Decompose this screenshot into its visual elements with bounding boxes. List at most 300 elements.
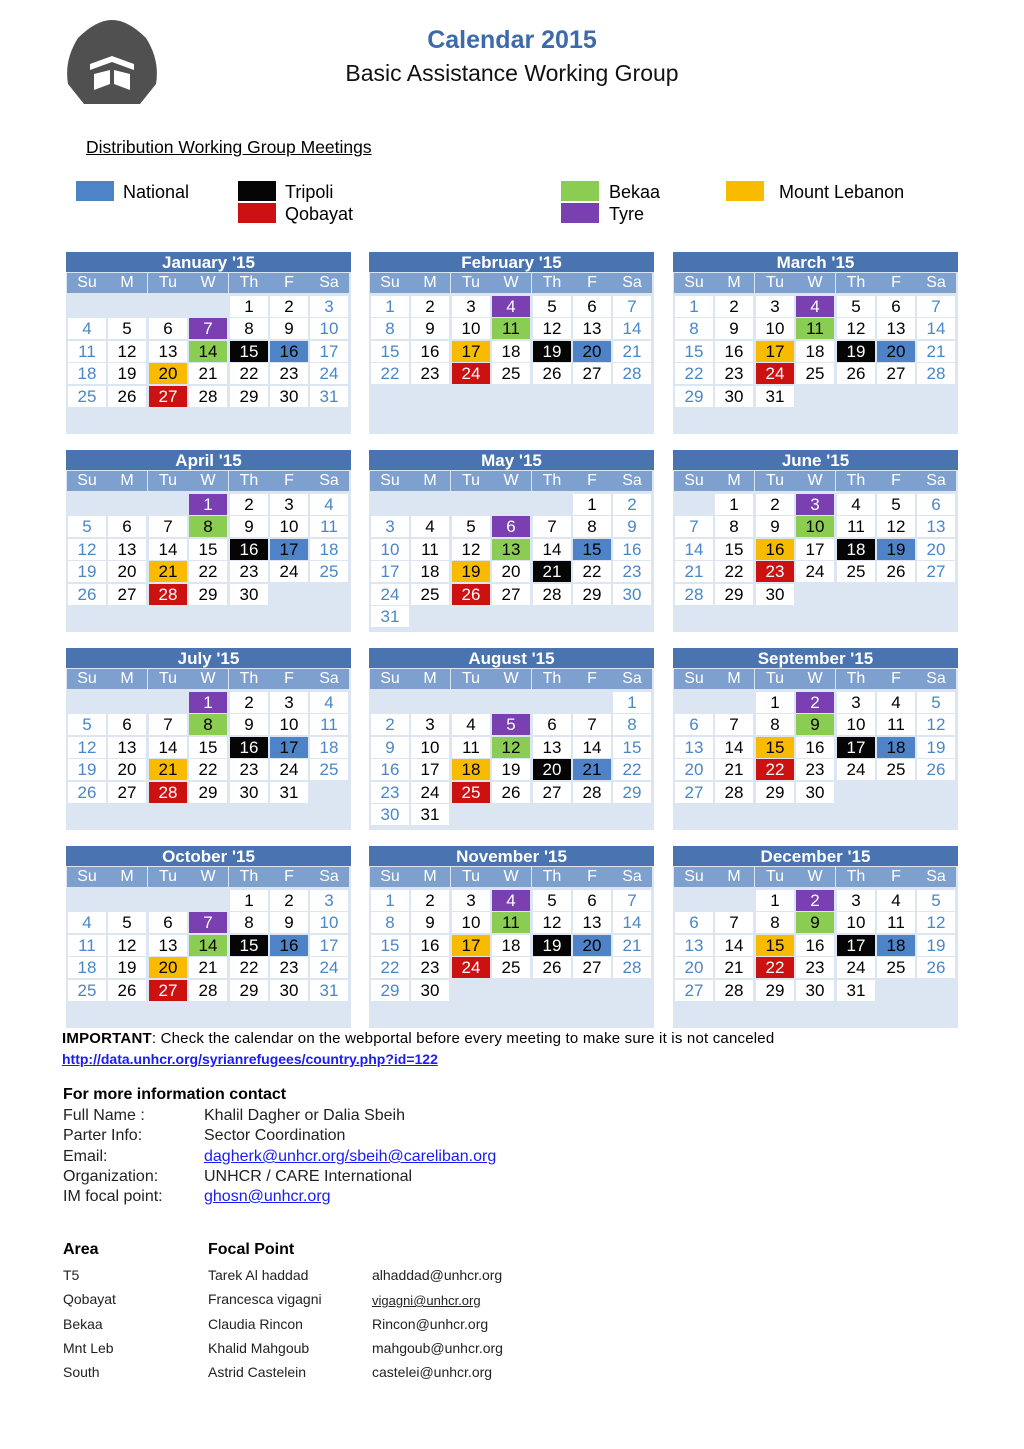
focal-point-header: Focal Point (208, 1241, 295, 1258)
contact-email-link[interactable]: dagherk@unhcr.org/sbeih@careliban.org (204, 1148, 497, 1165)
calendar-day: 17 (310, 935, 348, 956)
calendar-day: 27 (108, 782, 146, 803)
calendar-day: 30 (756, 584, 794, 605)
calendar-day: 18 (492, 935, 530, 956)
calendar-day: 10 (452, 318, 490, 339)
calendar-day: 6 (573, 296, 611, 317)
calendar-day: 17 (371, 561, 409, 582)
calendar-day: 2 (270, 890, 308, 911)
weekday-header: Th (836, 471, 876, 491)
calendar-day: 15 (189, 737, 227, 758)
calendar-day: 9 (371, 737, 409, 758)
calendar-day: 8 (371, 318, 409, 339)
weekday-header: M (714, 471, 754, 491)
legend-swatch-tripoli (238, 181, 276, 201)
calendar-day: 29 (675, 386, 713, 407)
important-notice (62, 1030, 774, 1047)
calendar-day: 2 (230, 692, 268, 713)
legend-swatch-tyre (561, 203, 599, 223)
legend-swatch-national (76, 181, 114, 201)
calendar-day: 11 (837, 516, 875, 537)
calendar-day: 24 (837, 759, 875, 780)
calendar-day: 30 (715, 386, 753, 407)
calendar-day: 2 (613, 494, 651, 515)
weekday-header: Su (370, 669, 410, 689)
meeting-day-national: 17 (270, 539, 308, 560)
calendar-day: 15 (371, 341, 409, 362)
calendar-day: 12 (837, 318, 875, 339)
weekday-header: Sa (612, 867, 652, 887)
calendar-day: 30 (613, 584, 651, 605)
calendar-day: 8 (715, 516, 753, 537)
calendar-day: 31 (310, 386, 348, 407)
weekday-header: Th (229, 471, 269, 491)
calendar-day: 5 (877, 494, 915, 515)
calendar-day: 12 (917, 912, 955, 933)
calendar-day: 14 (675, 539, 713, 560)
meeting-day-mtleb: 17 (452, 341, 490, 362)
calendar-day: 31 (837, 980, 875, 1001)
month-calendar (66, 648, 351, 830)
calendar-day: 12 (877, 516, 915, 537)
weekday-header: Sa (612, 669, 652, 689)
weekday-header: F (572, 669, 612, 689)
calendar-day: 20 (108, 759, 146, 780)
calendar-day: 26 (837, 363, 875, 384)
calendar-day: 10 (411, 737, 449, 758)
meeting-day-tripoli: 15 (230, 341, 268, 362)
weekday-header: W (795, 867, 835, 887)
calendar-day: 31 (371, 606, 409, 627)
calendar-day: 25 (492, 363, 530, 384)
calendar-day: 8 (756, 912, 794, 933)
weekday-header: M (107, 867, 147, 887)
calendar-day: 3 (756, 296, 794, 317)
calendar-day: 14 (613, 912, 651, 933)
legend-label-tripoli: Tripoli (285, 182, 334, 202)
weekday-header: W (491, 471, 531, 491)
calendar-day: 24 (310, 363, 348, 384)
weekday-header: F (572, 273, 612, 293)
calendar-day: 29 (230, 980, 268, 1001)
calendar-day: 3 (310, 890, 348, 911)
month-title: September '15 (673, 648, 958, 668)
weekday-header: Tu (755, 273, 795, 293)
calendar-day: 28 (189, 980, 227, 1001)
legend-swatch-qobayat (238, 203, 276, 223)
calendar-day: 9 (270, 912, 308, 933)
meeting-day-mtleb: 19 (452, 561, 490, 582)
meeting-day-tyre: 5 (492, 714, 530, 735)
month-title: January '15 (66, 252, 351, 272)
weekday-header: M (410, 273, 450, 293)
calendar-day: 31 (411, 804, 449, 825)
meeting-day-qobayat: 28 (149, 782, 187, 803)
calendar-day: 31 (310, 980, 348, 1001)
calendar-day: 13 (675, 935, 713, 956)
weekday-header: W (795, 669, 835, 689)
calendar-day: 1 (371, 296, 409, 317)
calendar-day: 28 (533, 584, 571, 605)
calendar-day: 25 (796, 363, 834, 384)
weekday-header: Su (67, 669, 107, 689)
meeting-day-bekaa: 14 (189, 341, 227, 362)
calendar-day: 27 (675, 782, 713, 803)
calendar-day: 28 (675, 584, 713, 605)
calendar-day: 23 (613, 561, 651, 582)
weekday-header: Sa (916, 471, 956, 491)
weekday-header: M (714, 867, 754, 887)
calendar-day: 5 (917, 692, 955, 713)
calendar-day: 6 (573, 890, 611, 911)
calendar-day: 29 (371, 980, 409, 1001)
contact-label-name: Full Name : (63, 1107, 145, 1124)
calendar-day: 11 (68, 341, 106, 362)
calendar-day: 22 (230, 363, 268, 384)
meeting-day-tyre: 4 (492, 296, 530, 317)
meeting-day-bekaa: 11 (492, 318, 530, 339)
calendar-day: 11 (452, 737, 490, 758)
calendar-day: 7 (613, 890, 651, 911)
calendar-day: 10 (371, 539, 409, 560)
weekday-header: Th (532, 669, 572, 689)
weekday-header: M (714, 669, 754, 689)
calendar-day: 7 (573, 714, 611, 735)
calendar-day: 9 (756, 516, 794, 537)
meeting-day-qobayat: 23 (756, 561, 794, 582)
calendar-day: 23 (796, 759, 834, 780)
calendar-day: 7 (715, 714, 753, 735)
meeting-day-qobayat: 27 (149, 980, 187, 1001)
calendar-day: 21 (917, 341, 955, 362)
calendar-day: 2 (411, 890, 449, 911)
weekday-header: W (491, 273, 531, 293)
calendar-day: 23 (230, 759, 268, 780)
calendar-day: 4 (877, 692, 915, 713)
calendar-day: 18 (310, 737, 348, 758)
calendar-day: 8 (756, 714, 794, 735)
calendar-day: 4 (310, 692, 348, 713)
calendar-day: 15 (715, 539, 753, 560)
month-title: August '15 (369, 648, 654, 668)
calendar-day: 20 (492, 561, 530, 582)
calendar-day: 6 (675, 912, 713, 933)
calendar-day: 2 (371, 714, 409, 735)
calendar-day: 7 (533, 516, 571, 537)
calendar-day: 10 (270, 714, 308, 735)
calendar-day: 15 (371, 935, 409, 956)
calendar-day: 19 (68, 561, 106, 582)
calendar-day: 18 (310, 539, 348, 560)
calendar-day: 12 (108, 935, 146, 956)
calendar-day: 29 (189, 584, 227, 605)
meeting-day-tripoli: 17 (837, 737, 875, 758)
calendar-day: 21 (715, 759, 753, 780)
calendar-day: 6 (149, 318, 187, 339)
weekday-header: Tu (148, 273, 188, 293)
calendar-day: 14 (715, 935, 753, 956)
calendar-day: 27 (573, 957, 611, 978)
calendar-day: 3 (270, 692, 308, 713)
meeting-day-tyre: 6 (492, 516, 530, 537)
weekday-header: Th (836, 669, 876, 689)
month-calendar (369, 450, 654, 632)
calendar-day: 1 (613, 692, 651, 713)
calendar-day: 13 (108, 539, 146, 560)
meeting-day-tyre: 2 (796, 692, 834, 713)
calendar-day: 20 (675, 957, 713, 978)
legend-swatch-mount-lebanon (726, 181, 764, 201)
month-calendar (66, 450, 351, 632)
weekday-header: Tu (755, 471, 795, 491)
meeting-day-mtleb: 20 (149, 363, 187, 384)
weekday-header: Su (674, 669, 714, 689)
legend-label-tyre: Tyre (609, 204, 645, 224)
calendar-day: 1 (756, 890, 794, 911)
calendar-day: 16 (796, 935, 834, 956)
calendar-day: 25 (310, 759, 348, 780)
calendar-day: 11 (310, 714, 348, 735)
focal-email-link[interactable]: vigagni@unhcr.org (372, 1293, 481, 1308)
weekday-header: Sa (916, 669, 956, 689)
calendar-day: 5 (533, 296, 571, 317)
calendar-day: 24 (270, 759, 308, 780)
meeting-day-tyre: 4 (492, 890, 530, 911)
meeting-day-national: 20 (573, 341, 611, 362)
calendar-day: 7 (715, 912, 753, 933)
calendar-day: 1 (230, 890, 268, 911)
weekday-header: Tu (148, 471, 188, 491)
meeting-day-national: 16 (270, 935, 308, 956)
calendar-day: 29 (573, 584, 611, 605)
meeting-day-bekaa: 10 (796, 516, 834, 537)
calendar-day: 28 (613, 957, 651, 978)
calendar-day: 6 (533, 714, 571, 735)
calendar-day: 11 (68, 935, 106, 956)
month-title: June '15 (673, 450, 958, 470)
calendar-day: 19 (917, 737, 955, 758)
calendar-day: 19 (917, 935, 955, 956)
meeting-day-national: 21 (573, 759, 611, 780)
calendar-day: 2 (411, 296, 449, 317)
calendar-day: 4 (452, 714, 490, 735)
calendar-day: 23 (230, 561, 268, 582)
meeting-day-tripoli: 16 (230, 737, 268, 758)
calendar-day: 18 (796, 341, 834, 362)
contact-title: For more information contact (63, 1086, 287, 1103)
calendar-day: 1 (573, 494, 611, 515)
weekday-header: W (188, 669, 228, 689)
calendar-day: 26 (492, 782, 530, 803)
calendar-day: 21 (189, 363, 227, 384)
meeting-day-mtleb: 20 (149, 957, 187, 978)
calendar-day: 13 (917, 516, 955, 537)
contact-value-partner: Sector Coordination (204, 1127, 346, 1144)
calendar-day: 3 (310, 296, 348, 317)
meeting-day-bekaa: 14 (189, 935, 227, 956)
calendar-day: 14 (149, 539, 187, 560)
calendar-day: 28 (573, 782, 611, 803)
weekday-header: W (188, 273, 228, 293)
calendar-day: 14 (573, 737, 611, 758)
calendar-day: 4 (411, 516, 449, 537)
weekday-header: Su (370, 471, 410, 491)
calendar-day: 18 (68, 957, 106, 978)
meeting-day-mtleb: 18 (452, 759, 490, 780)
calendar-day: 25 (411, 584, 449, 605)
calendar-day: 16 (371, 759, 409, 780)
calendar-day: 5 (533, 890, 571, 911)
calendar-day: 5 (108, 912, 146, 933)
weekday-header: M (410, 669, 450, 689)
calendar-day: 29 (230, 386, 268, 407)
meeting-day-mtleb: 21 (149, 561, 187, 582)
calendar-day: 27 (877, 363, 915, 384)
calendar-day: 22 (675, 363, 713, 384)
calendar-day: 16 (796, 737, 834, 758)
calendar-day: 29 (189, 782, 227, 803)
calendar-day: 15 (675, 341, 713, 362)
meeting-day-mtleb: 15 (756, 737, 794, 758)
calendar-day: 26 (533, 957, 571, 978)
calendar-day: 24 (796, 561, 834, 582)
calendar-day: 14 (715, 737, 753, 758)
calendar-day: 25 (877, 759, 915, 780)
calendar-day: 30 (371, 804, 409, 825)
calendar-day: 8 (230, 318, 268, 339)
meeting-day-bekaa: 9 (796, 714, 834, 735)
calendar-day: 6 (675, 714, 713, 735)
calendar-day: 7 (675, 516, 713, 537)
meeting-day-national: 15 (573, 539, 611, 560)
calendar-day: 7 (917, 296, 955, 317)
weekday-header: Sa (309, 273, 349, 293)
month-title: April '15 (66, 450, 351, 470)
weekday-header: W (188, 471, 228, 491)
weekday-header: Sa (612, 273, 652, 293)
weekday-header: Sa (309, 669, 349, 689)
calendar-day: 30 (230, 782, 268, 803)
calendar-day: 27 (492, 584, 530, 605)
contact-value-name: Khalil Dagher or Dalia Sbeih (204, 1107, 405, 1124)
page-subtitle: Basic Assistance Working Group (345, 60, 679, 86)
calendar-day: 12 (108, 341, 146, 362)
month-title: March '15 (673, 252, 958, 272)
focal-name: Astrid Castelein (208, 1364, 307, 1380)
calendar-day: 19 (108, 957, 146, 978)
calendar-day: 27 (917, 561, 955, 582)
calendar-day: 5 (452, 516, 490, 537)
calendar-day: 22 (715, 561, 753, 582)
meeting-day-national: 17 (270, 737, 308, 758)
calendar-day: 30 (796, 782, 834, 803)
meeting-day-tripoli: 19 (533, 341, 571, 362)
calendar-day: 6 (877, 296, 915, 317)
calendar-day: 12 (68, 539, 106, 560)
calendar-day: 9 (411, 912, 449, 933)
calendar-day: 22 (613, 759, 651, 780)
calendar-day: 9 (613, 516, 651, 537)
calendar-day: 23 (270, 957, 308, 978)
weekday-header: F (876, 669, 916, 689)
meeting-day-tyre: 3 (796, 494, 834, 515)
focal-name: Francesca vigagni (208, 1291, 322, 1307)
contact-im-focal-link[interactable]: ghosn@unhcr.org (204, 1188, 331, 1205)
weekday-header: Su (67, 471, 107, 491)
focal-area: T5 (63, 1267, 80, 1283)
meeting-day-national: 20 (573, 935, 611, 956)
focal-area: South (63, 1364, 100, 1380)
weekday-header: Sa (309, 867, 349, 887)
webportal-link[interactable]: http://data.unhcr.org/syrianrefugees/country.php?id=122 (62, 1051, 438, 1067)
calendar-day: 28 (917, 363, 955, 384)
weekday-header: Tu (451, 669, 491, 689)
calendar-day: 11 (877, 714, 915, 735)
calendar-day: 16 (411, 341, 449, 362)
calendar-day: 19 (68, 759, 106, 780)
calendar-day: 25 (837, 561, 875, 582)
section-title: Distribution Working Group Meetings (86, 137, 372, 157)
weekday-header: Su (67, 273, 107, 293)
calendar-day: 22 (371, 957, 409, 978)
meeting-day-mtleb: 17 (756, 341, 794, 362)
month-calendar (673, 648, 958, 830)
calendar-day: 10 (756, 318, 794, 339)
meeting-day-bekaa: 8 (189, 714, 227, 735)
weekday-header: F (876, 867, 916, 887)
calendar-day: 8 (675, 318, 713, 339)
calendar-day: 4 (68, 912, 106, 933)
weekday-header: M (714, 273, 754, 293)
legend-label-qobayat: Qobayat (285, 204, 354, 224)
focal-email: mahgoub@unhcr.org (372, 1340, 503, 1356)
calendar-day: 26 (877, 561, 915, 582)
calendar-day: 23 (715, 363, 753, 384)
calendar-day: 29 (613, 782, 651, 803)
month-calendar (66, 846, 351, 1028)
focal-area: Bekaa (63, 1316, 103, 1332)
calendar-day: 10 (270, 516, 308, 537)
calendar-day: 25 (877, 957, 915, 978)
calendar-day: 10 (310, 318, 348, 339)
weekday-header: Su (674, 273, 714, 293)
calendar-day: 12 (917, 714, 955, 735)
calendar-day: 11 (411, 539, 449, 560)
weekday-header: Su (370, 273, 410, 293)
calendar-day: 23 (270, 363, 308, 384)
calendar-day: 25 (310, 561, 348, 582)
calendar-day: 6 (108, 714, 146, 735)
calendar-day: 10 (837, 714, 875, 735)
calendar-day: 30 (270, 980, 308, 1001)
month-calendar (66, 252, 351, 434)
focal-name: Claudia Rincon (208, 1316, 303, 1332)
weekday-header: Th (836, 273, 876, 293)
month-title: May '15 (369, 450, 654, 470)
meeting-day-bekaa: 13 (492, 539, 530, 560)
weekday-header: M (410, 867, 450, 887)
weekday-header: Tu (451, 471, 491, 491)
weekday-header: Th (836, 867, 876, 887)
calendar-day: 5 (837, 296, 875, 317)
legend-label-bekaa: Bekaa (609, 182, 661, 202)
calendar-day: 8 (230, 912, 268, 933)
calendar-day: 5 (68, 714, 106, 735)
calendar-day: 17 (310, 341, 348, 362)
focal-area: Mnt Leb (63, 1340, 114, 1356)
month-title: October '15 (66, 846, 351, 866)
meeting-day-qobayat: 25 (452, 782, 490, 803)
